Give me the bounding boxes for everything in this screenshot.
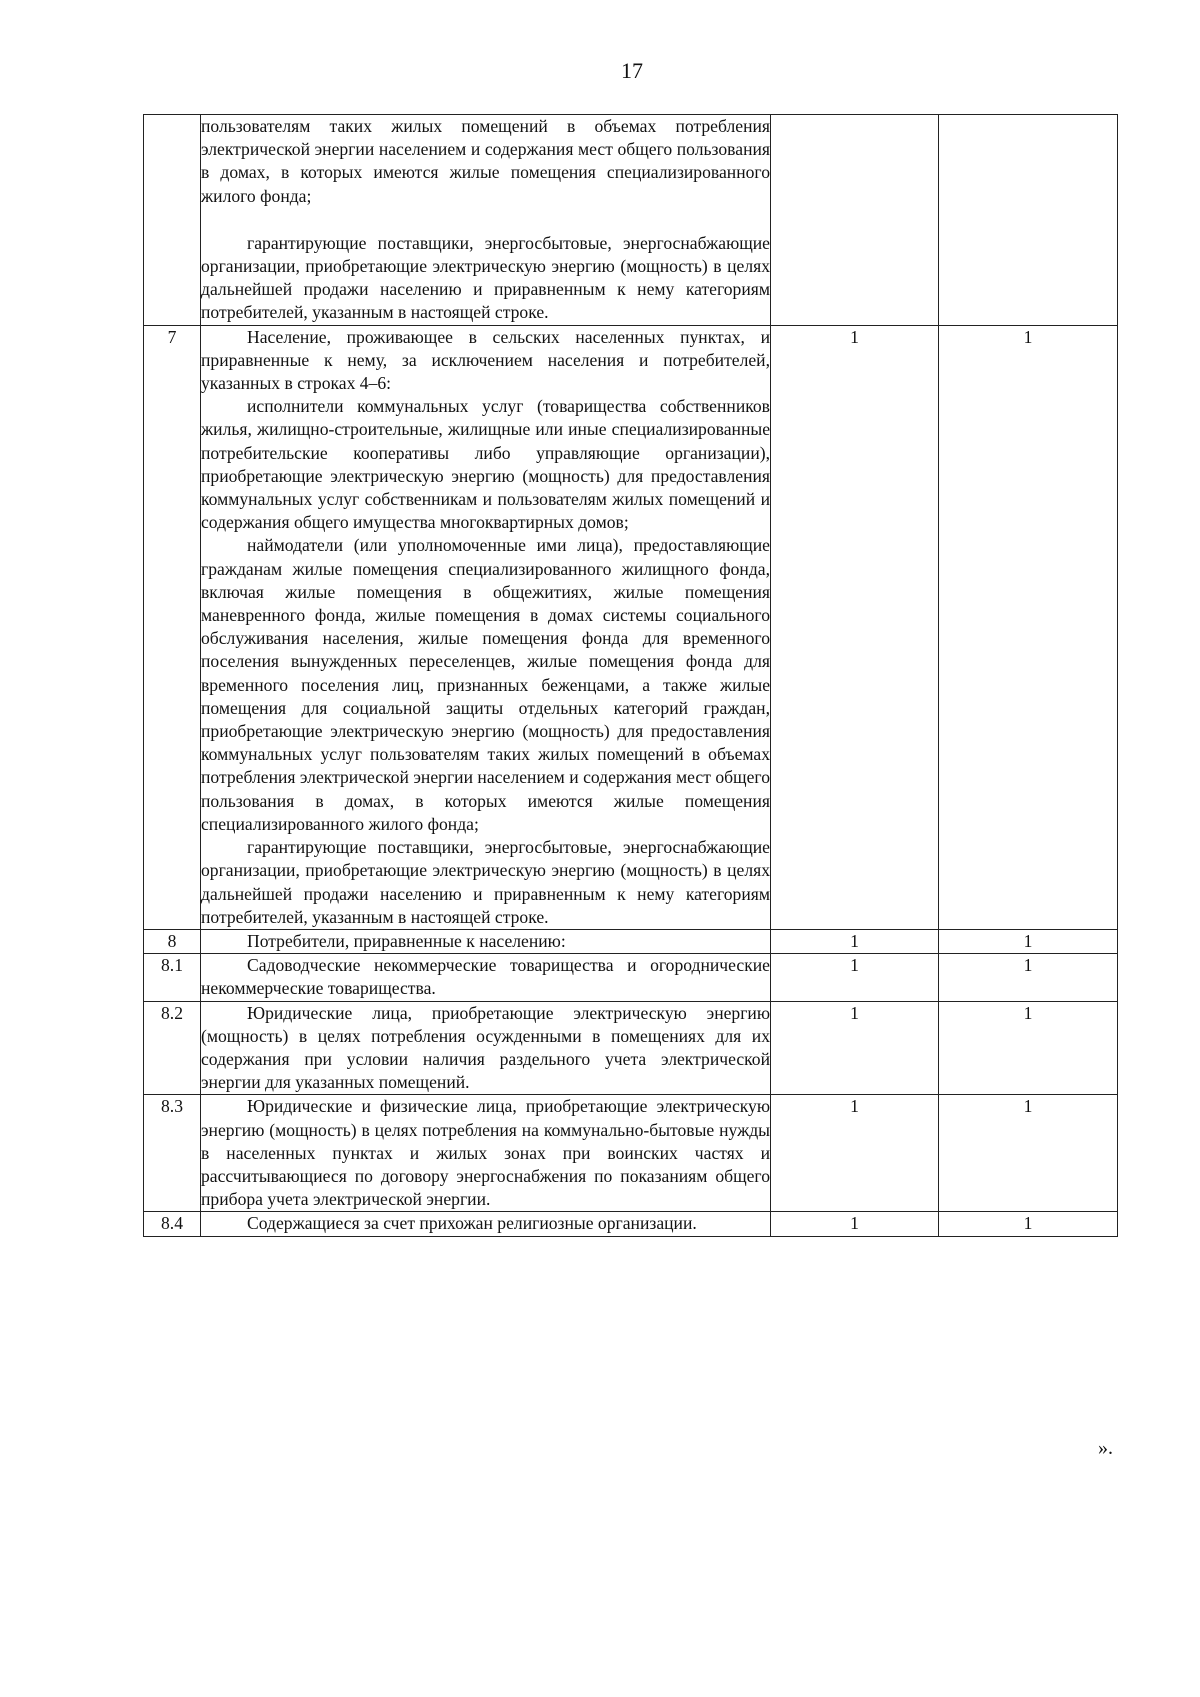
consumer-description-cell [201, 929, 771, 953]
coefficient-cell-1: 1 [771, 929, 939, 953]
coefficient-cell-1: 1 [771, 1212, 939, 1236]
description-paragraph: Содержащиеся за счет прихожан религиозные организации. [247, 1213, 697, 1234]
coefficient-cell-2: 1 [939, 1095, 1118, 1212]
coefficient-cell-1: 1 [771, 954, 939, 1001]
coefficient-cell-1 [771, 115, 939, 326]
description-paragraph: Юридические лица, приобретающие электрическую энергию (мощность) в целях потребления осужденными в помещениях для их содержания при условии наличия раздельного учета электрической энергии для указанных помещений. [201, 1002, 770, 1093]
consumer-description-cell [201, 115, 771, 326]
coefficient-cell-2: 1 [939, 954, 1118, 1001]
table-row [144, 1212, 1118, 1236]
paragraph-spacer [201, 208, 770, 232]
description-paragraph: Потребители, приравненные к населению: [247, 930, 566, 951]
consumer-description-cell [201, 1001, 771, 1095]
table-row [144, 325, 1118, 929]
coefficient-cell-2: 1 [939, 1001, 1118, 1095]
description-paragraph: Население, проживающее в сельских населенных пунктах, и приравненные к нему, за исключением населения и потребителей, указанных в строках 4–6: [201, 326, 770, 394]
table-body [144, 115, 1118, 1237]
coefficient-cell-2: 1 [939, 929, 1118, 953]
row-number-cell: 8.4 [144, 1212, 201, 1236]
row-number-cell [144, 115, 201, 326]
coefficient-cell-1: 1 [771, 1095, 939, 1212]
tariff-table [143, 114, 1118, 1237]
table-row [144, 115, 1118, 326]
table-row [144, 1001, 1118, 1095]
coefficient-cell-2 [939, 115, 1118, 326]
description-paragraph: Садоводческие некоммерческие товарищества и огороднические некоммерческие товарищества. [201, 955, 770, 999]
coefficient-cell-2: 1 [939, 325, 1118, 929]
page-number: 17 [621, 58, 643, 83]
description-paragraph: гарантирующие поставщики, энергосбытовые, энергоснабжающие организации, приобретающие электрическую энергию (мощность) в целях дальнейшей продажи населению и приравненным к нему категориям потребителей, указанным в настоящей строке. [201, 232, 770, 323]
row-number-cell: 8.3 [144, 1095, 201, 1212]
description-paragraph: наймодатели (или уполномоченные ими лица), предоставляющие гражданам жилые помещения специализированного жилищного фонда, включая жилые помещения в общежитиях, жилые помещения маневренного фонда, жилые помещения в домах системы социального обслуживания населения, жилые помещения фонда для временного поселения вынужденных переселенцев, жилые помещения фонда для временного поселения лиц, признанных беженцами, а также жилые помещения для социальной защиты отдельных категорий граждан, приобретающие электрическую энергию (мощность) для предоставления коммунальных услуг пользователям таких жилых помещений в объемах потребления электрической энергии населением и содержания мест общего пользования в домах, в которых имеются жилые помещения специализированного жилого фонда; [201, 535, 770, 834]
description-paragraph: исполнители коммунальных услуг (товарищества собственников жилья, жилищно-строительные, жилищные или иные специализированные потребительские кооперативы либо управляющие организации), приобретающие электрическую энергию (мощность) для предоставления коммунальных услуг собственникам и пользователям жилых помещений и содержания общего имущества многоквартирных домов; [201, 396, 770, 533]
table-row [144, 929, 1118, 953]
row-number-cell: 8.2 [144, 1001, 201, 1095]
row-number-cell: 7 [144, 325, 201, 929]
consumer-description-cell [201, 1095, 771, 1212]
table-row [144, 954, 1118, 1001]
description-paragraph: Юридические и физические лица, приобретающие электрическую энергию (мощность) в целях потребления на коммунально-бытовые нужды в населенных пунктах и жилых зонах при воинских частях и рассчитывающиеся по договору энергоснабжения по показаниям общего прибора учета электрической энергии. [201, 1096, 770, 1210]
closing-quote: ». [1098, 1437, 1113, 1459]
coefficient-cell-1: 1 [771, 1001, 939, 1095]
description-paragraph: гарантирующие поставщики, энергосбытовые, энергоснабжающие организации, приобретающие электрическую энергию (мощность) в целях дальнейшей продажи населению и приравненным к нему категориям потребителей, указанным в настоящей строке. [201, 837, 770, 927]
table-row [144, 1095, 1118, 1212]
consumer-description-cell [201, 325, 771, 929]
consumer-description-cell [201, 954, 771, 1001]
row-number-cell: 8 [144, 929, 201, 953]
consumer-description-cell [201, 1212, 771, 1236]
row-number-cell: 8.1 [144, 954, 201, 1001]
coefficient-cell-2: 1 [939, 1212, 1118, 1236]
coefficient-cell-1: 1 [771, 325, 939, 929]
description-paragraph: пользователям таких жилых помещений в объемах потребления электрической энергии населением и содержания мест общего пользования в домах, в которых имеются жилые помещения специализированного жилого фонда; [201, 116, 770, 206]
